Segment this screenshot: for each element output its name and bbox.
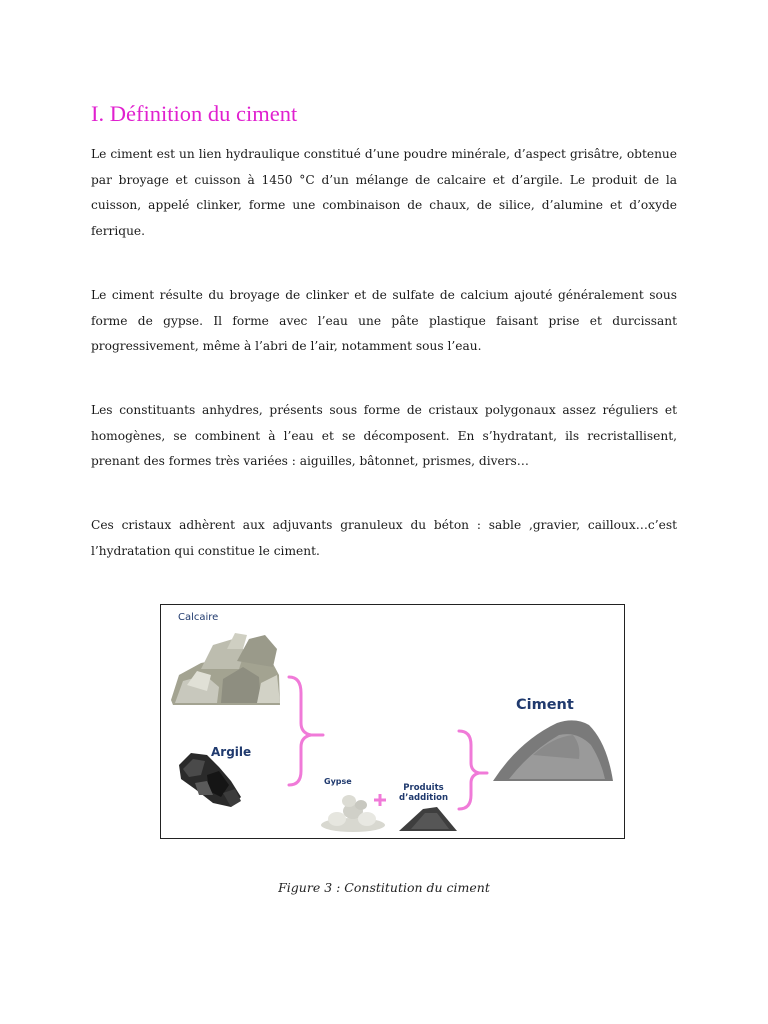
brace-right [459,731,479,809]
ciment-pile-image [493,720,613,781]
label-produits-line2: d’addition [399,793,448,803]
figure-caption: Figure 3 : Constitution du ciment [278,880,490,895]
label-argile: Argile [211,745,252,759]
argile-rocks-image [179,753,241,807]
plus-icon [374,794,386,806]
label-produits-addition [399,783,448,803]
figure-cement-constitution [160,604,625,839]
brace-left [289,677,311,785]
calcaire-rocks-image [171,633,280,705]
label-calcaire: Calcaire [178,612,219,623]
label-gypse: Gypse [324,777,352,786]
paragraph-constituants: Les constituants anhydres, présents sous forme de cristaux polygonaux assez réguliers et homogènes, se combinent à l’eau et se décomposent. En s’hydratant, ils recristallisent, prenant des formes très variées : aiguilles, bâtonnet, prismes, divers… [91,403,677,468]
label-produits-line1: Produits [403,783,444,793]
paragraph-definition: Le ciment est un lien hydraulique constitué d’une poudre minérale, d’aspect grisâtre, obtenue par broyage et cuisson à 1450 °C d’un mélange de calcaire et d’argile. Le produit de la cuisson, appelé clinker, forme une combinaison de chaux, de silice, d’alumine et d’oxyde ferrique. [91,147,677,238]
label-ciment: Ciment [516,697,574,713]
figure-illustration [161,605,626,840]
section-heading: I. Définition du ciment [91,101,298,126]
paragraph-cristaux: Ces cristaux adhèrent aux adjuvants granuleux du béton : sable ,gravier, cailloux…c’est l’hydratation qui constitue le ciment. [91,518,677,558]
paragraph-clinker: Le ciment résulte du broyage de clinker et de sulfate de calcium ajouté généralement sous forme de gypse. Il forme avec l’eau une pâte plastique faisant prise et durcissant progressivement, même à l’abri de l’air, notamment sous l’eau. [91,288,677,353]
